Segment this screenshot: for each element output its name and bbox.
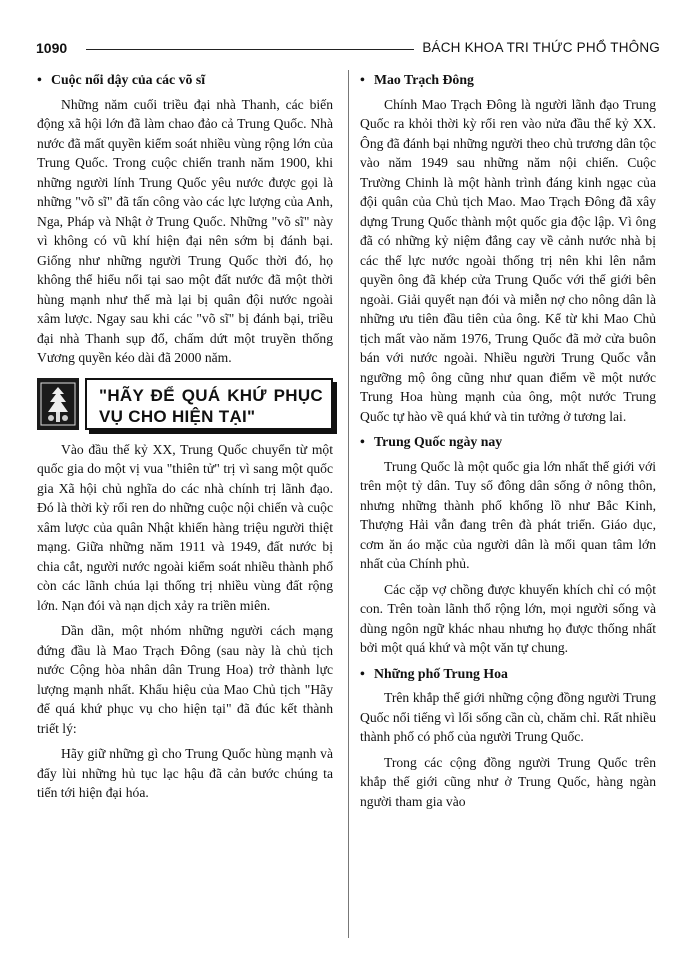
section-heading-text: Trung Quốc ngày nay	[374, 434, 503, 449]
body-paragraph: Những năm cuối triều đại nhà Thanh, các biến động xã hội lớn đã làm chao đảo cả Trung Quốc. Nhà nước đã mất quyền kiểm soát nhiều vùng rộng lớn của Trung Quốc. Trong cuộc chiến tranh năm 1900, khi những người lính Trung Quốc yêu nước được gọi là những "võ sĩ" đã tấn công vào các lực lượng của Anh, Nga, Pháp và Nhật ở Trung Quốc. Những "võ sĩ" này vì không có vũ khí hiện đại nên sớm bị đánh bại. Giống như những người Trung Quốc thời đó, họ không thể hiểu nổi tại sao một đất nước đã một thời hùng mạnh như thế mà lại bị quân đội nước ngoài xâm lược. Ngay sau khi các "võ sĩ" bị đánh bại, triều đại nhà Thanh sụp đổ, chấm dứt một truyền thống Vương quyền kéo dài đã 2000 năm.	[37, 96, 333, 365]
page-header	[36, 38, 660, 62]
section-heading	[37, 70, 333, 90]
box-title: "HÃY ĐỂ QUÁ KHỨ PHỤC VỤ CHO HIỆN TẠI"	[99, 385, 323, 426]
bullet-icon: •	[37, 72, 42, 87]
body-paragraph: Trên khắp thế giới những cộng đồng người Trung Quốc nổi tiếng vì lối sống cần cù, chăm chỉ. Rất nhiều thành phố có phố của người Trung Quốc.	[360, 690, 656, 744]
right-column	[360, 70, 656, 817]
running-title: BÁCH KHOA TRI THỨC PHỔ THÔNG	[422, 40, 660, 55]
title-box	[85, 378, 333, 430]
header-rule	[86, 49, 414, 50]
section-heading-text: Cuộc nổi dậy của các võ sĩ	[51, 72, 206, 87]
section-heading-text: Mao Trạch Đông	[374, 72, 474, 87]
section-title-box	[37, 378, 333, 430]
bullet-icon: •	[360, 665, 365, 681]
section-heading	[360, 664, 656, 684]
ornament-icon	[37, 378, 79, 430]
bullet-icon: •	[360, 434, 365, 449]
section-heading	[360, 432, 656, 452]
body-paragraph: Vào đầu thế kỷ XX, Trung Quốc chuyển từ một quốc gia do một vị vua "thiên tử" trị vì sang một quốc gia Xã hội chủ nghĩa do các nhà chính trị lãnh đạo. Đó là thời kỳ rối ren do những cuộc nội chiến và cuộc xâm lược của quân Nhật khiến hàng triệu người thiệt mạng. Giữa những năm 1911 và 1949, đất nước bị chia cắt, người nước ngoài kiểm soát nhiều thành phố còn các lãnh chúa lại thống trị nhiều vùng đất rộng lớn. Nạn đói và nạn dịch xảy ra triền miên.	[37, 441, 333, 613]
section-heading	[360, 70, 656, 90]
bullet-icon: •	[360, 72, 365, 87]
page-number: 1090	[36, 40, 68, 56]
section-heading-text: Những phố Trung Hoa	[374, 665, 508, 681]
body-paragraph: Trong các cộng đồng người Trung Quốc trên khắp thế giới cũng như ở Trung Quốc, hàng ngàn người tham gia vào	[360, 754, 656, 809]
body-paragraph: Dần dần, một nhóm những người cách mạng đứng đầu là Mao Trạch Đông (sau này là chủ tịch nước Cộng hòa nhân dân Trung Hoa) trở thành lực lượng mạnh nhất. Khẩu hiệu của Mao Chủ tịch "Hãy để quá khứ phục vụ cho hiện tại" đã đúc kết thành triết lý:	[37, 623, 333, 736]
body-paragraph: Các cặp vợ chồng được khuyến khích chỉ có một con. Trên toàn lãnh thổ rộng lớn, mọi người sống và dùng ngôn ngữ khác nhau nhưng họ được thống nhất bởi một quá khứ và một văn tự chung.	[360, 581, 656, 655]
body-paragraph: Hãy giữ những gì cho Trung Quốc hùng mạnh và đẩy lùi những hủ tục lạc hậu đã cản bước chúng ta tiến tới hiện đại hóa.	[37, 746, 333, 800]
column-divider	[348, 70, 349, 938]
body-paragraph: Trung Quốc là một quốc gia lớn nhất thế giới với trên một tỷ dân. Tuy số đông dân sống ở nông thôn, nhưng những thành phố khổng lồ như Bắc Kinh, Thượng Hải vẫn đang trên đà phát triển. Giáo dục, cơm ăn áo mặc của người dân là mối quan tâm lớn nhất của Chính phủ.	[360, 458, 656, 571]
body-paragraph: Chính Mao Trạch Đông là người lãnh đạo Trung Quốc ra khỏi thời kỳ rối ren vào nửa đầu thế kỷ XX. Ông đã đánh bại những người theo chủ trương dân tộc vào năm 1949 sau những năm nội chiến. Cuộc Trường Chinh là một hành trình đáng kinh ngạc của đội quân của Chủ tịch Mao. Mao Trạch Đông đã xây dựng Trung Quốc thành một quốc gia độc lập. Vì ông đã có những kỷ niệm đắng cay về cảnh nước nhà bị các thế lực nước ngoài thống trị nên khi lên nắm quyền ông đã khép cửa Trung Quốc với thế giới bên ngoài. Giải quyết nạn đói và miễn nợ cho nông dân là những ưu tiên đầu tiên của ông. Kể từ khi Mao Chủ tịch mất vào năm 1976, Trung Quốc đã mở cửa buôn bán với nước ngoài. Nhiều người Trung Quốc vẫn ngưỡng mộ ông cũng như quan điểm về một nước Trung Hoa hùng mạnh của ông, một nước Trung Quốc tự hào về quá khứ và tin tưởng ở tương lai.	[360, 96, 656, 424]
left-column	[37, 70, 333, 809]
